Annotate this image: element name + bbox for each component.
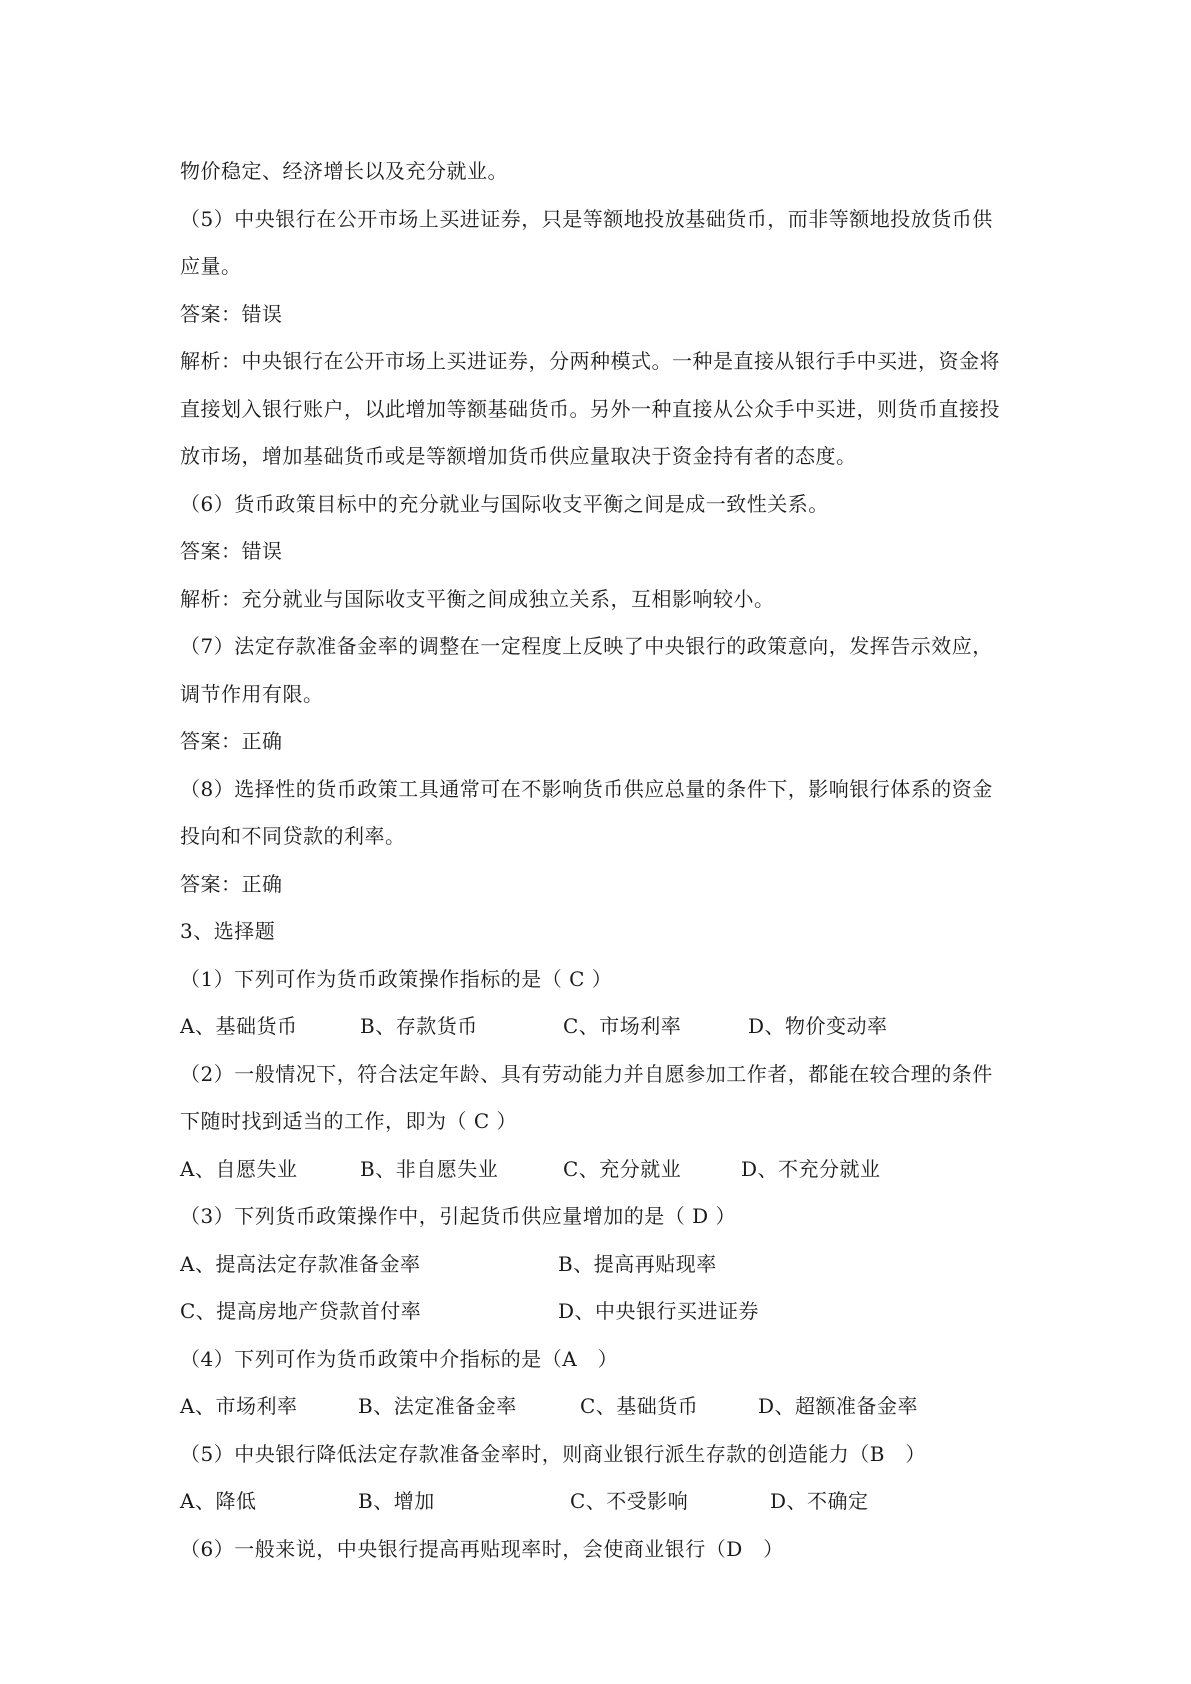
option-b: B、提高再贴现率 xyxy=(558,1251,717,1276)
explanation-line: 解析：中央银行在公开市场上买进证券，分两种模式。一种是直接从银行手中买进，资金将 xyxy=(180,349,1000,373)
mc-options-4 xyxy=(180,1383,1020,1431)
question-text: （7）法定存款准备金率的调整在一定程度上反映了中央银行的政策意向，发挥告示效应， xyxy=(180,634,993,658)
option-d: D、不充分就业 xyxy=(741,1156,881,1181)
option-b: B、存款货币 xyxy=(360,1014,478,1038)
text-line: 物价稳定、经济增长以及充分就业。 xyxy=(180,159,508,183)
answer-line: 答案：错误 xyxy=(180,301,283,326)
mc-question-6: （6）一般来说，中央银行提高再贴现率时，会使商业银行（D ） xyxy=(180,1536,784,1561)
option-b: B、非自愿失业 xyxy=(360,1156,499,1181)
section-heading: 3、选择题 xyxy=(180,919,276,943)
mc-options-3-row1 xyxy=(180,1241,1020,1289)
question-text: （6）货币政策目标中的充分就业与国际收支平衡之间是成一致性关系。 xyxy=(180,491,829,516)
option-c: C、充分就业 xyxy=(563,1156,682,1181)
question-text: 投向和不同贷款的利率。 xyxy=(180,824,406,848)
mc-question-4: （4）下列可作为货币政策中介指标的是（A ） xyxy=(180,1346,619,1371)
mc-options-2 xyxy=(180,1146,1020,1194)
question-text: （5）中央银行在公开市场上买进证券，只是等额地投放基础货币，而非等额地投放货币供 xyxy=(180,206,993,231)
option-b: B、增加 xyxy=(358,1489,435,1513)
explanation-line: 解析：充分就业与国际收支平衡之间成独立关系，互相影响较小。 xyxy=(180,586,775,611)
option-c: C、不受影响 xyxy=(570,1489,689,1513)
option-a: A、自愿失业 xyxy=(180,1156,298,1181)
option-a: A、提高法定存款准备金率 xyxy=(180,1251,421,1276)
option-a: A、降低 xyxy=(180,1489,257,1513)
option-d: D、不确定 xyxy=(770,1489,869,1513)
option-d: D、物价变动率 xyxy=(748,1014,888,1038)
option-c: C、市场利率 xyxy=(563,1014,682,1038)
mc-question-1: （1）下列可作为货币政策操作指标的是（ C ） xyxy=(180,966,613,991)
answer-line: 答案：正确 xyxy=(180,729,283,753)
mc-question-3: （3）下列货币政策操作中，引起货币供应量增加的是（ D ） xyxy=(180,1204,736,1228)
document-body xyxy=(180,148,1020,1573)
explanation-line: 放市场，增加基础货币或是等额增加货币供应量取决于资金持有者的态度。 xyxy=(180,444,857,468)
option-d: D、超额准备金率 xyxy=(758,1394,919,1418)
option-a: A、基础货币 xyxy=(180,1014,298,1038)
mc-question-2: （2）一般情况下，符合法定年龄、具有劳动能力并自愿参加工作者，都能在较合理的条件 xyxy=(180,1061,993,1086)
mc-options-1 xyxy=(180,1003,1020,1051)
option-a: A、市场利率 xyxy=(180,1394,298,1418)
question-text: （8）选择性的货币政策工具通常可在不影响货币供应总量的条件下，影响银行体系的资金 xyxy=(180,776,993,801)
option-c: C、基础货币 xyxy=(580,1394,699,1418)
mc-options-5 xyxy=(180,1478,1020,1526)
option-b: B、法定准备金率 xyxy=(358,1394,517,1418)
answer-line: 答案：正确 xyxy=(180,871,283,896)
question-text: 调节作用有限。 xyxy=(180,681,324,706)
question-text: 应量。 xyxy=(180,254,242,278)
explanation-line: 直接划入银行账户，以此增加等额基础货币。另外一种直接从公众手中买进，则货币直接投 xyxy=(180,396,1000,421)
answer-line: 答案：错误 xyxy=(180,539,283,563)
mc-question-5: （5）中央银行降低法定存款准备金率时，则商业银行派生存款的创造能力（B ） xyxy=(180,1441,926,1466)
option-d: D、中央银行买进证券 xyxy=(558,1299,760,1323)
mc-question-2-cont: 下随时找到适当的工作，即为（ C ） xyxy=(180,1109,518,1133)
mc-options-3-row2 xyxy=(180,1288,1020,1336)
option-c: C、提高房地产贷款首付率 xyxy=(180,1299,422,1323)
